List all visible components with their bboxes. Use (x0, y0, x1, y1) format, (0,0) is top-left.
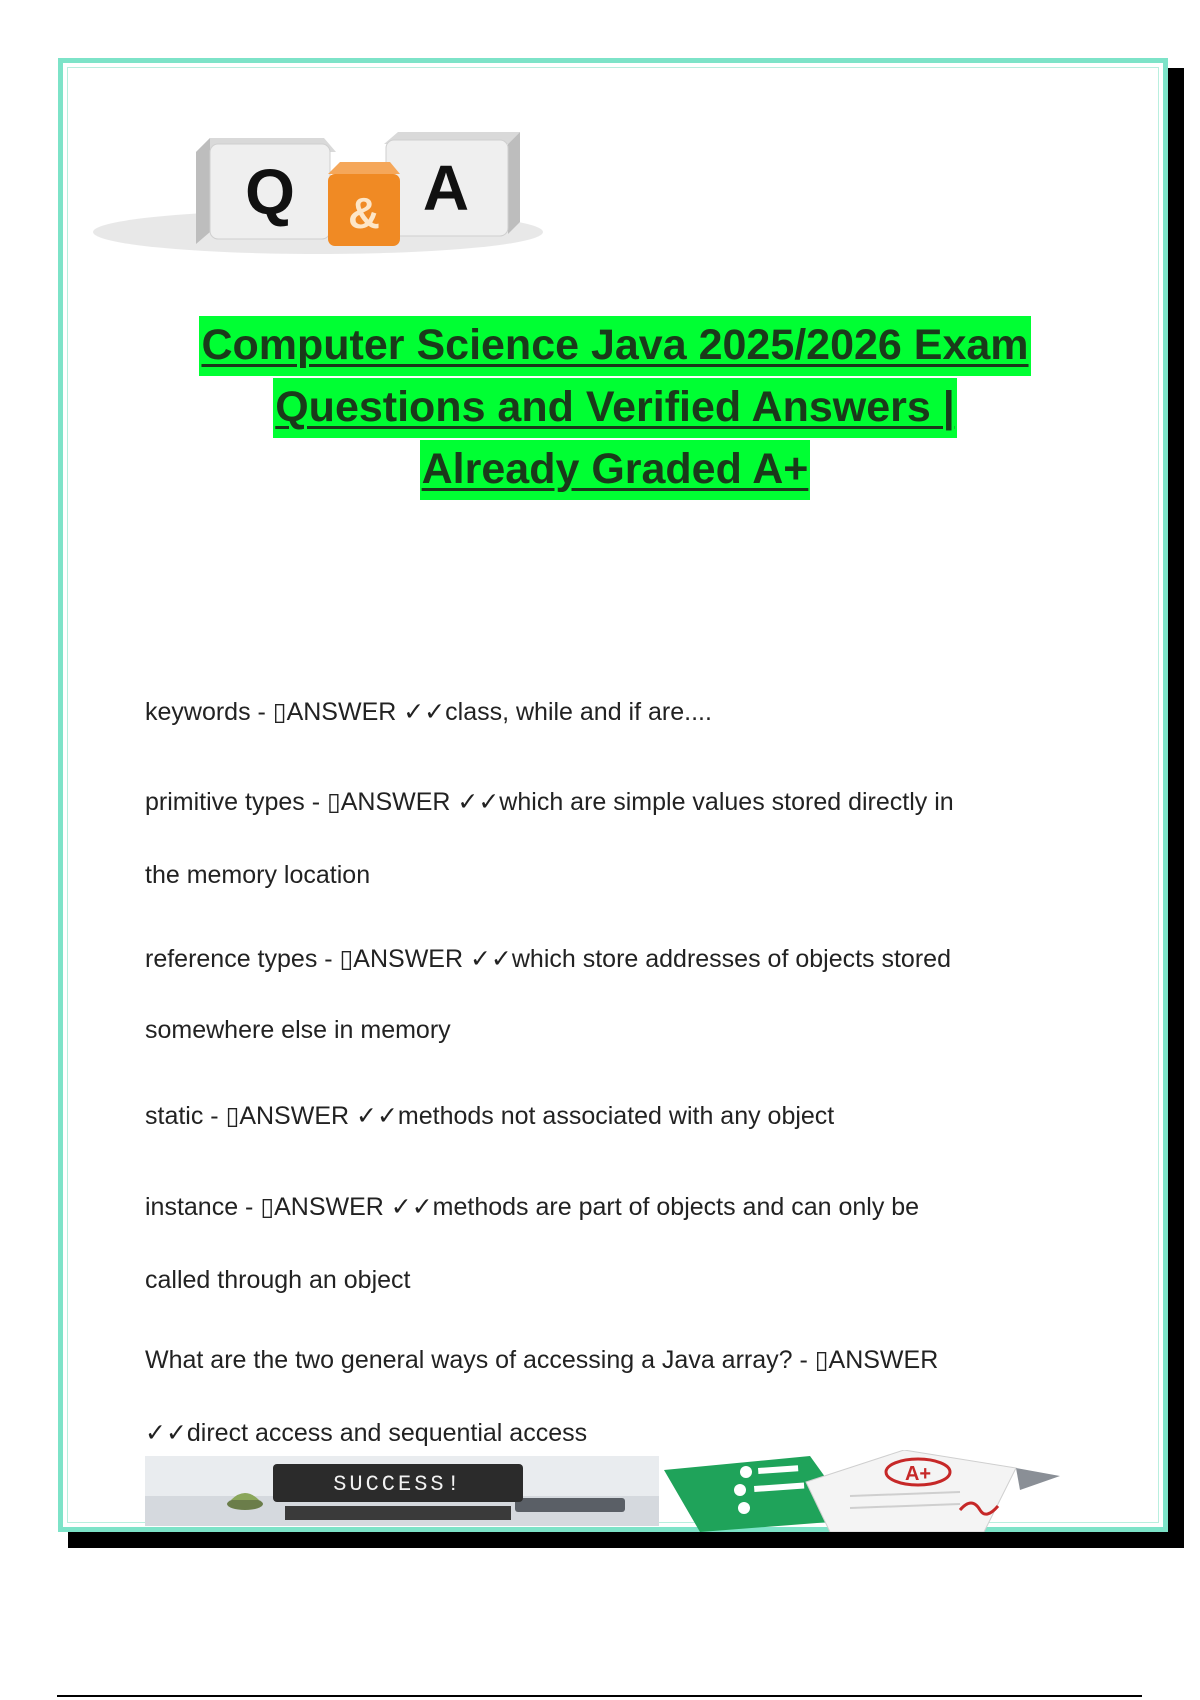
qa-item-reference-types-cont: somewhere else in memory (145, 1016, 451, 1044)
document-title (60, 315, 1170, 501)
title-line-1: Computer Science Java 2025/2026 Exam (199, 316, 1030, 376)
qa-item-reference-types: reference types - ▯ANSWER ✓✓which store addresses of objects stored (145, 945, 951, 973)
qa-item-primitive-types: primitive types - ▯ANSWER ✓✓which are simple values stored directly in (145, 788, 954, 816)
qa-item-static: static - ▯ANSWER ✓✓methods not associated with any object (145, 1102, 835, 1130)
svg-text:A: A (422, 152, 470, 224)
svg-text:&: & (348, 189, 380, 238)
qa-item-instance: instance - ▯ANSWER ✓✓methods are part of objects and can only be (145, 1193, 920, 1221)
a-die (384, 132, 520, 236)
graded-sheet-image (660, 1450, 1060, 1532)
title-line-2: Questions and Verified Answers | (273, 378, 957, 438)
qa-item-array-access-cont: ✓✓direct access and sequential access (145, 1419, 588, 1447)
qa-item-primitive-types-cont: the memory location (145, 861, 371, 889)
footer-rule (57, 1695, 1142, 1697)
ampersand-die (328, 162, 400, 246)
title-line-3: Already Graded A+ (420, 440, 811, 500)
svg-text:SUCCESS!: SUCCESS! (333, 1472, 463, 1497)
qa-item-keywords: keywords - ▯ANSWER ✓✓class, while and if are.... (145, 698, 712, 726)
success-banner-image (145, 1456, 659, 1526)
q-die (196, 138, 336, 244)
svg-text:Q: Q (245, 156, 295, 228)
svg-text:A+: A+ (904, 1463, 932, 1485)
qa-item-array-access: What are the two general ways of accessing a Java array? - ▯ANSWER (145, 1346, 939, 1374)
qa-dice-logo (88, 82, 548, 257)
qa-item-instance-cont: called through an object (145, 1266, 411, 1294)
